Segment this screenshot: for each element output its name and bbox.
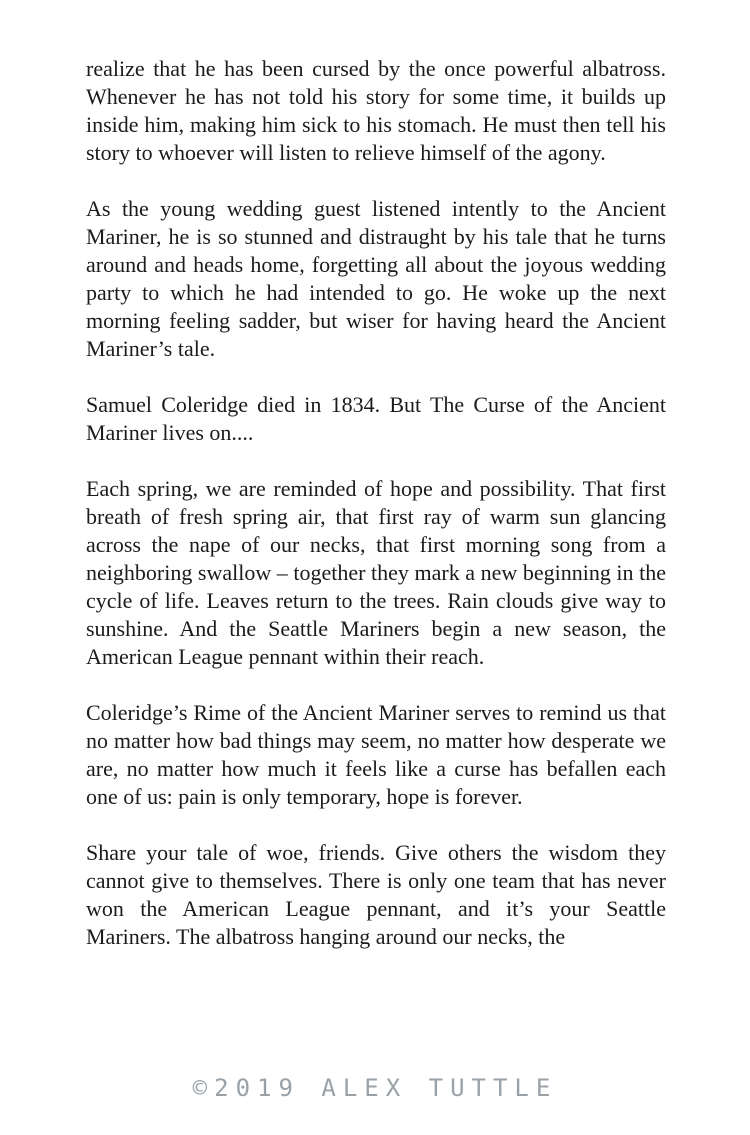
- copyright-footer: ©2019 ALEX TUTTLE: [192, 1074, 558, 1102]
- paragraph: realize that he has been cursed by the once powerful albatross. Whenever he has not told his story for some time, it builds up inside him, making him sick to his stomach. He must then tell his story to whoever will listen to relieve himself of the agony.: [86, 56, 666, 165]
- paragraph: Samuel Coleridge died in 1834. But The Curse of the Ancient Mariner lives on....: [86, 392, 666, 445]
- paragraph: Each spring, we are reminded of hope and possibility. That first breath of fresh spring air, that first ray of warm sun glancing across the nape of our necks, that first morning song from a neighboring swallow – together they mark a new beginning in the cycle of life. Leaves return to the trees. Rain clouds give way to sunshine. And the Seattle Mariners begin a new season, the American League pennant within their reach.: [86, 476, 666, 669]
- paragraph: Share your tale of woe, friends. Give others the wisdom they cannot give to themselves. There is only one team that has never won the American League pennant, and it’s your Seattle Mariners. The albatross hanging around our necks, the: [86, 840, 666, 949]
- body-text: [86, 55, 666, 979]
- paragraph: Coleridge’s Rime of the Ancient Mariner serves to remind us that no matter how bad things may seem, no matter how desperate we are, no matter how much it feels like a curse has befallen each one of us: pain is only temporary, hope is forever.: [86, 700, 666, 809]
- paragraph: As the young wedding guest listened intently to the Ancient Mariner, he is so stunned and distraught by his tale that he turns around and heads home, forgetting all about the joyous wedding party to which he had intended to go. He woke up the next morning feeling sadder, but wiser for having heard the Ancient Mariner’s tale.: [86, 196, 666, 361]
